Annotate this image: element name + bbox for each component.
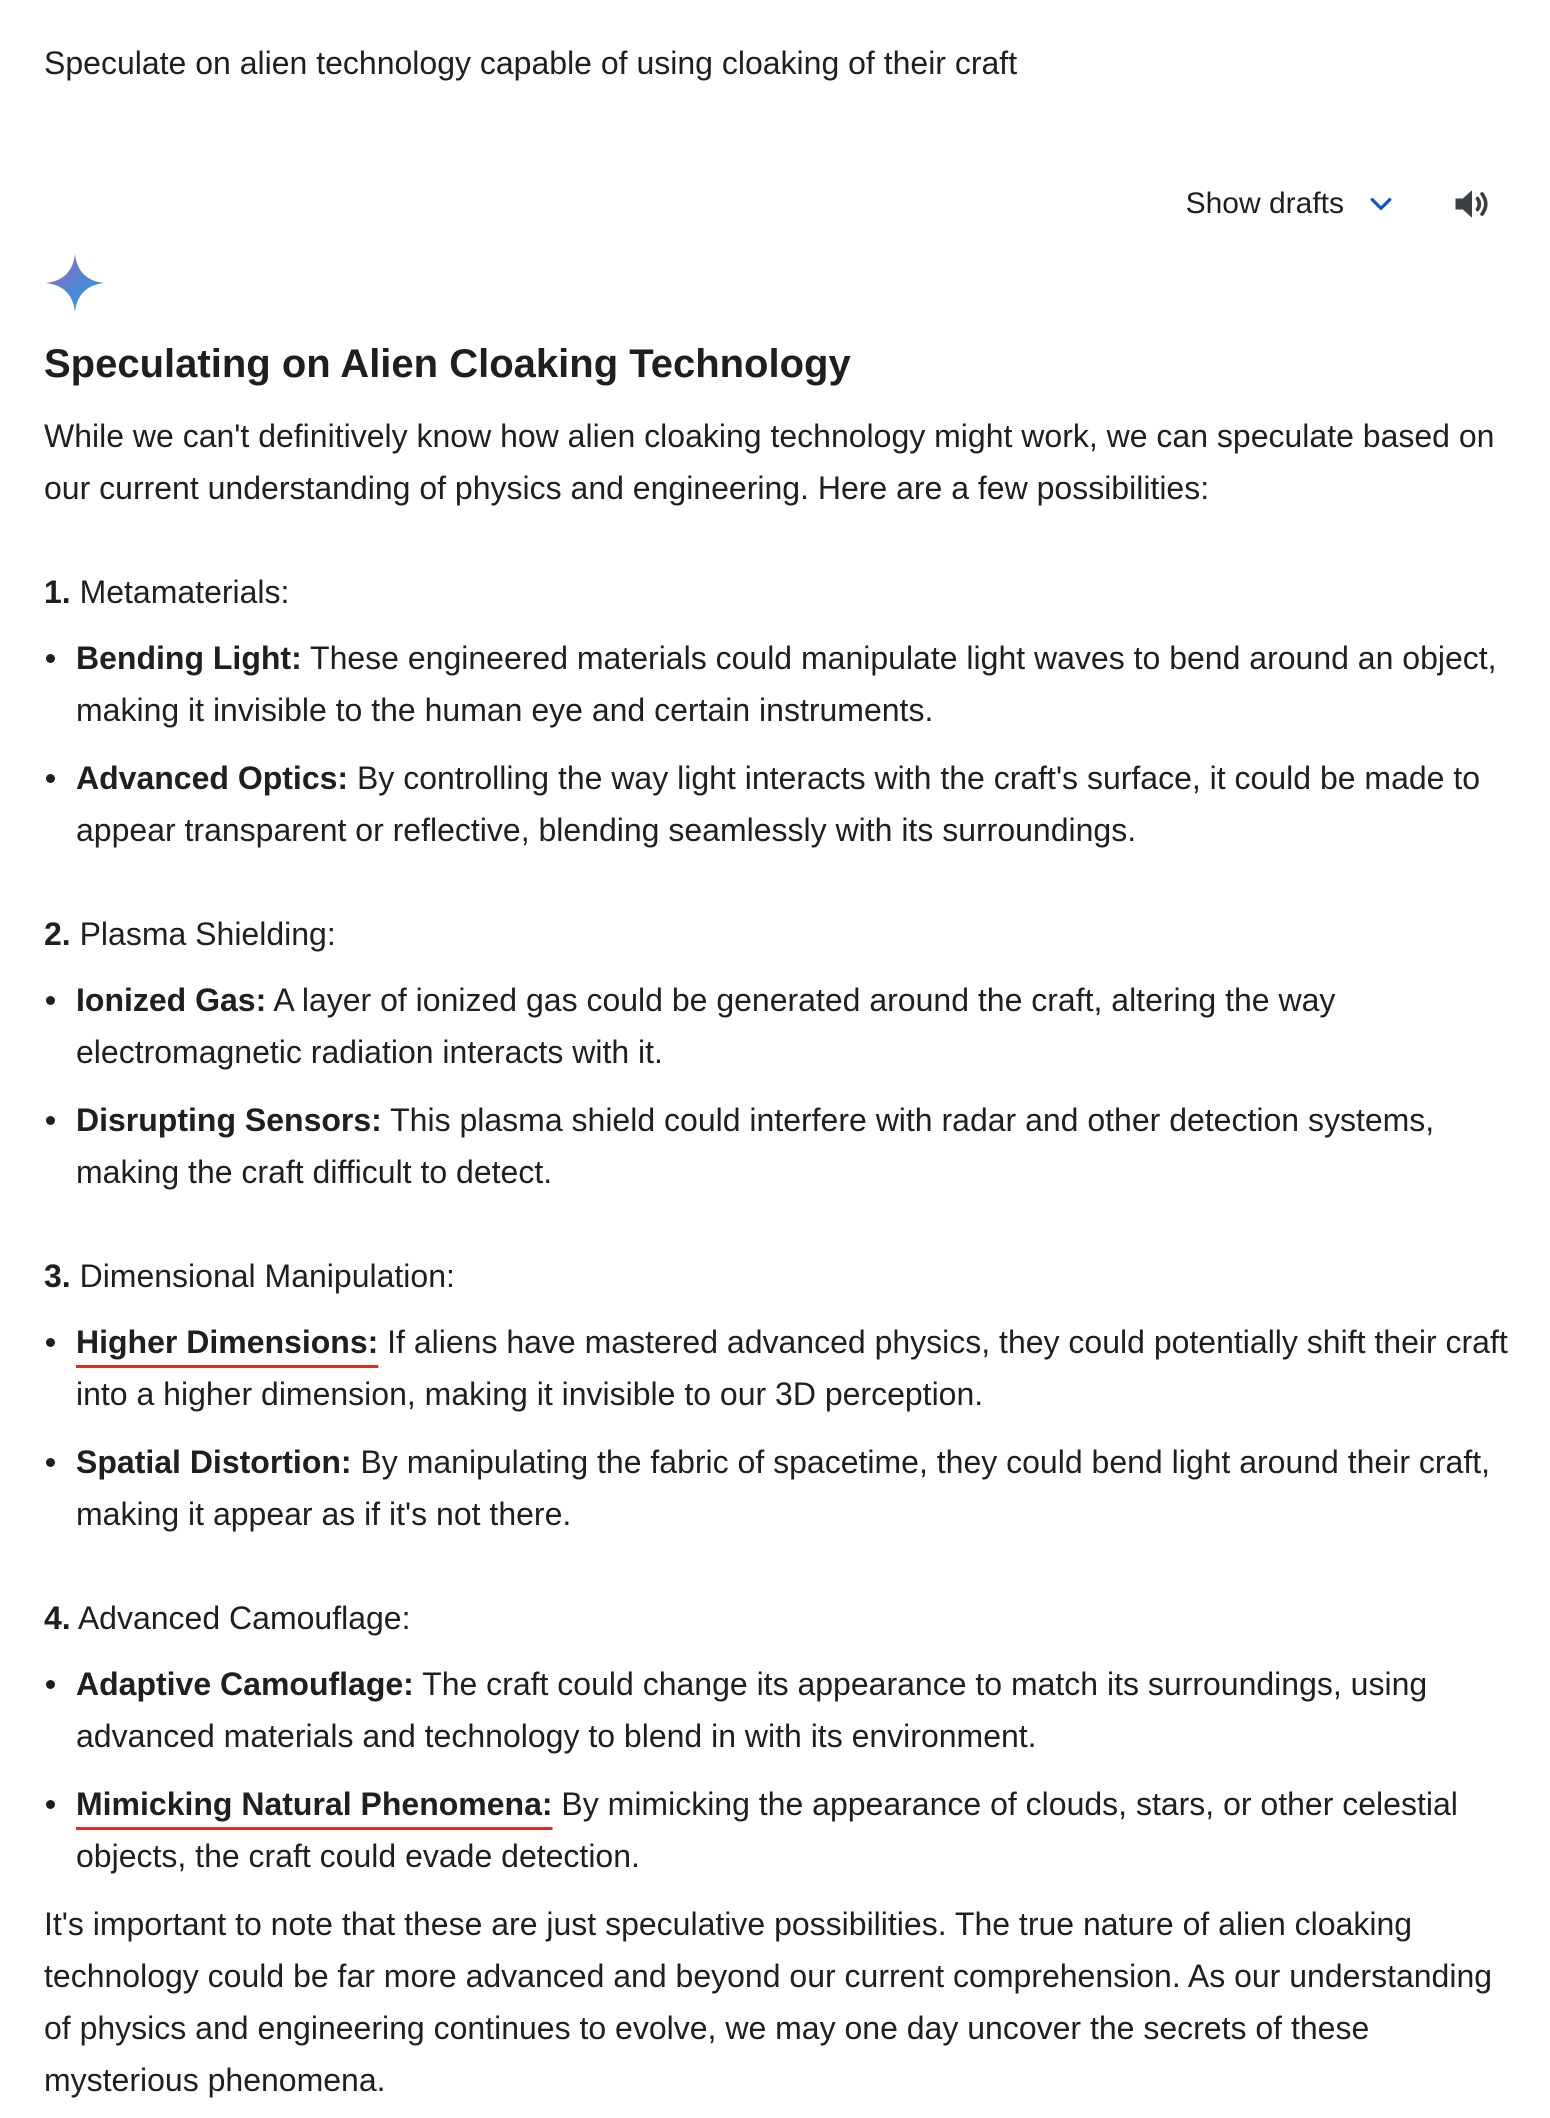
item-term: Bending Light: [76,640,302,676]
section-metamaterials [44,566,1514,856]
bullet-list [44,632,1514,856]
bullet-list [44,974,1514,1198]
list-item [44,1436,1514,1540]
item-text: By mimicking the appearance of clouds, stars, or other celestial objects, the craft could evade detection. [76,1786,1458,1874]
speaker-icon[interactable] [1450,182,1494,226]
section-number: 3. [44,1258,71,1294]
section-dimensional-manipulation [44,1250,1514,1540]
section-heading [44,1250,1514,1302]
section-title: Metamaterials: [79,574,290,610]
list-item [44,1658,1514,1762]
section-number: 1. [44,574,71,610]
section-heading [44,566,1514,618]
section-title: Plasma Shielding: [79,916,336,952]
response-title: Speculating on Alien Cloaking Technology [44,342,851,386]
bullet-list [44,1316,1514,1540]
item-text: By manipulating the fabric of spacetime, they could bend light around their craft, making it appear as if it's not there. [76,1444,1490,1532]
section-plasma-shielding [44,908,1514,1198]
item-term: Adaptive Camouflage: [76,1666,414,1702]
item-text: By controlling the way light interacts with the craft's surface, it could be made to appear transparent or reflective, blending seamlessly with its surroundings. [76,760,1481,848]
item-text: These engineered materials could manipulate light waves to bend around an object, making it invisible to the human eye and certain instruments. [76,640,1497,728]
response-body [44,336,1514,2106]
response-conclusion: It's important to note that these are just speculative possibilities. The true nature of alien cloaking technology could be far more advanced and beyond our current comprehension. As our understanding of physics and engineering continues to evolve, we may one day uncover the secrets of these mysterious phenomena. [44,1906,1493,2098]
section-number: 2. [44,916,71,952]
gemini-sparkle-icon [44,252,106,314]
item-term-double-check-link[interactable]: Higher Dimensions: [76,1324,379,1360]
list-item [44,752,1514,856]
list-item [44,1316,1514,1420]
list-item [44,632,1514,736]
item-term: Advanced Optics: [76,760,349,796]
section-title: Advanced Camouflage: [77,1600,411,1636]
section-advanced-camouflage [44,1592,1514,1882]
show-drafts-label: Show drafts [1185,187,1344,220]
section-heading [44,1592,1514,1644]
section-heading [44,908,1514,960]
item-text: If aliens have mastered advanced physics, they could potentially shift their craft into a higher dimension, making it invisible to our 3D perception. [76,1324,1508,1412]
item-text: This plasma shield could interfere with radar and other detection systems, making the craft difficult to detect. [76,1102,1435,1190]
section-title: Dimensional Manipulation: [79,1258,455,1294]
list-item [44,1778,1514,1882]
list-item [44,974,1514,1078]
chevron-down-icon [1366,189,1396,219]
user-prompt: Speculate on alien technology capable of using cloaking of their craft [44,45,1018,81]
item-text: A layer of ionized gas could be generated around the craft, altering the way electromagnetic radiation interacts with it. [76,982,1336,1070]
show-drafts-button[interactable] [1186,187,1396,221]
response-intro: While we can't definitively know how alien cloaking technology might work, we can speculate based on our current understanding of physics and engineering. Here are a few possibilities: [44,418,1495,506]
item-text: The craft could change its appearance to match its surroundings, using advanced materials and technology to blend in with its environment. [76,1666,1428,1754]
bullet-list [44,1658,1514,1882]
list-item [44,1094,1514,1198]
section-number: 4. [44,1600,71,1636]
item-term: Spatial Distortion: [76,1444,352,1480]
item-term: Ionized Gas: [76,982,267,1018]
response-toolbar [1186,176,1494,232]
item-term: Disrupting Sensors: [76,1102,382,1138]
item-term-double-check-link[interactable]: Mimicking Natural Phenomena: [76,1786,553,1822]
